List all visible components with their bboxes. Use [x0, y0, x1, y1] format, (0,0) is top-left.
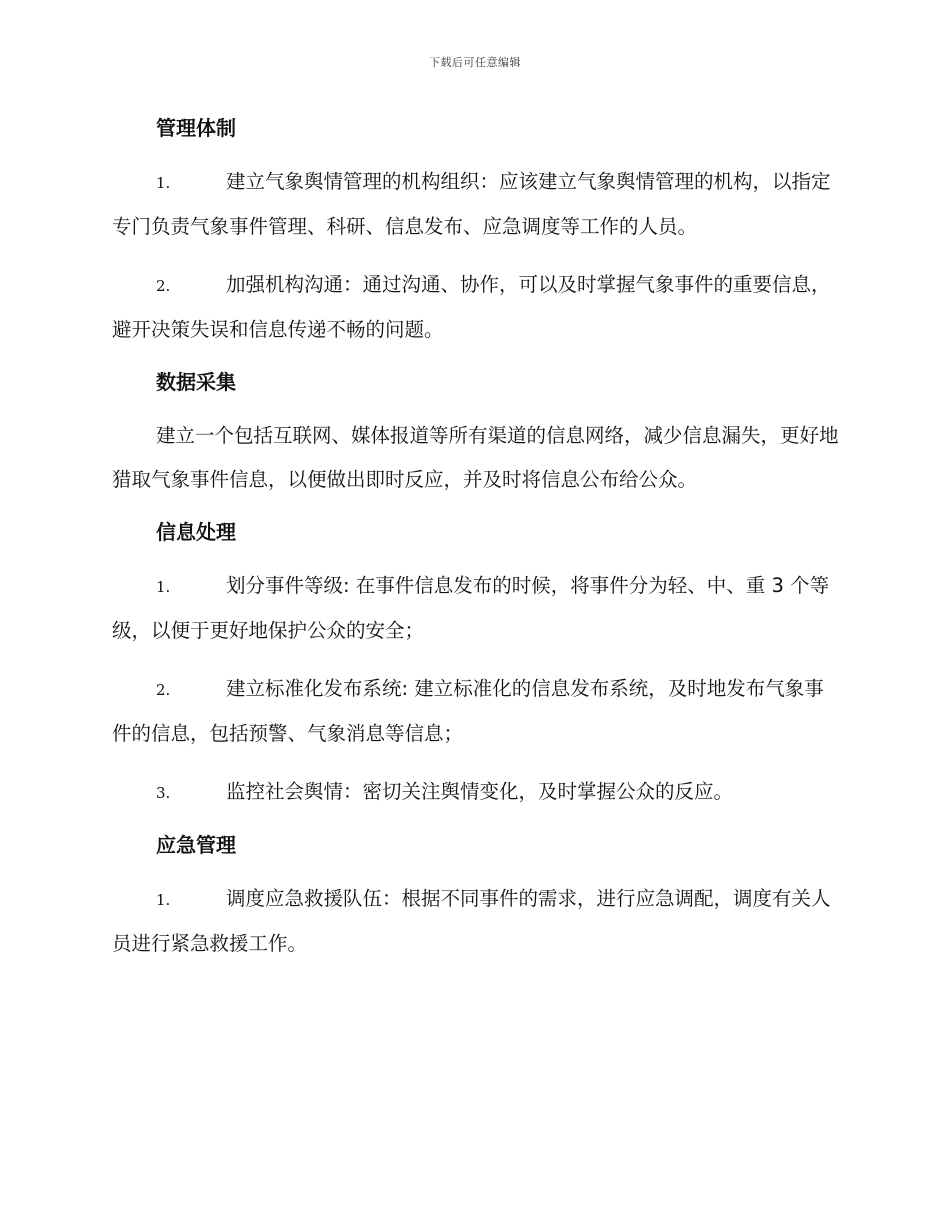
section-management-system: [112, 112, 842, 352]
item-text: 调度应急救援队伍：根据不同事件的需求，进行应急调配，调度有关人员进行紧急救援工作。: [112, 887, 831, 955]
list-item: [112, 667, 842, 756]
item-number: 1.: [156, 578, 171, 596]
item-text: 监控社会舆情：密切关注舆情变化，及时掌握公众的反应。: [226, 780, 734, 803]
item-number: 1.: [156, 174, 171, 192]
paragraph: 建立一个包括互联网、媒体报道等所有渠道的信息网络，减少信息漏失，更好地猎取气象事件信息，以便做出即时反应，并及时将信息公布给公众。: [112, 424, 839, 491]
section-title: 信息处理: [156, 520, 236, 544]
item-text: 建立标准化发布系统: 建立标准化的信息发布系统，及时地发布气象事件的信息，包括预警、气象消息等信息；: [112, 677, 824, 745]
list-item: [112, 160, 842, 249]
section-data-collection: [112, 366, 842, 502]
list-item: [112, 263, 842, 352]
item-number: 1.: [156, 891, 171, 909]
list-item: [112, 564, 842, 653]
page-header: 下载后可任意编辑: [429, 56, 521, 69]
item-text: 划分事件等级: 在事件信息发布的时候，将事件分为轻、中、重 3 个等级，以便于更好地保护公众的安全；: [112, 574, 830, 642]
document-body: [112, 112, 842, 980]
item-number: 2.: [156, 681, 171, 699]
item-number: 3.: [156, 784, 171, 802]
section-info-processing: [112, 516, 842, 815]
list-item: [112, 877, 842, 966]
item-text: 加强机构沟通：通过沟通、协作，可以及时掌握气象事件的重要信息，避开决策失误和信息传递不畅的问题。: [112, 273, 831, 341]
section-title: 管理体制: [156, 116, 236, 140]
section-title: 应急管理: [156, 833, 236, 857]
section-title: 数据采集: [156, 370, 236, 394]
list-item: [112, 770, 842, 815]
item-text: 建立气象舆情管理的机构组织：应该建立气象舆情管理的机构，以指定专门负责气象事件管理、科研、信息发布、应急调度等工作的人员。: [112, 170, 831, 238]
section-emergency-management: [112, 829, 842, 966]
item-number: 2.: [156, 277, 171, 295]
